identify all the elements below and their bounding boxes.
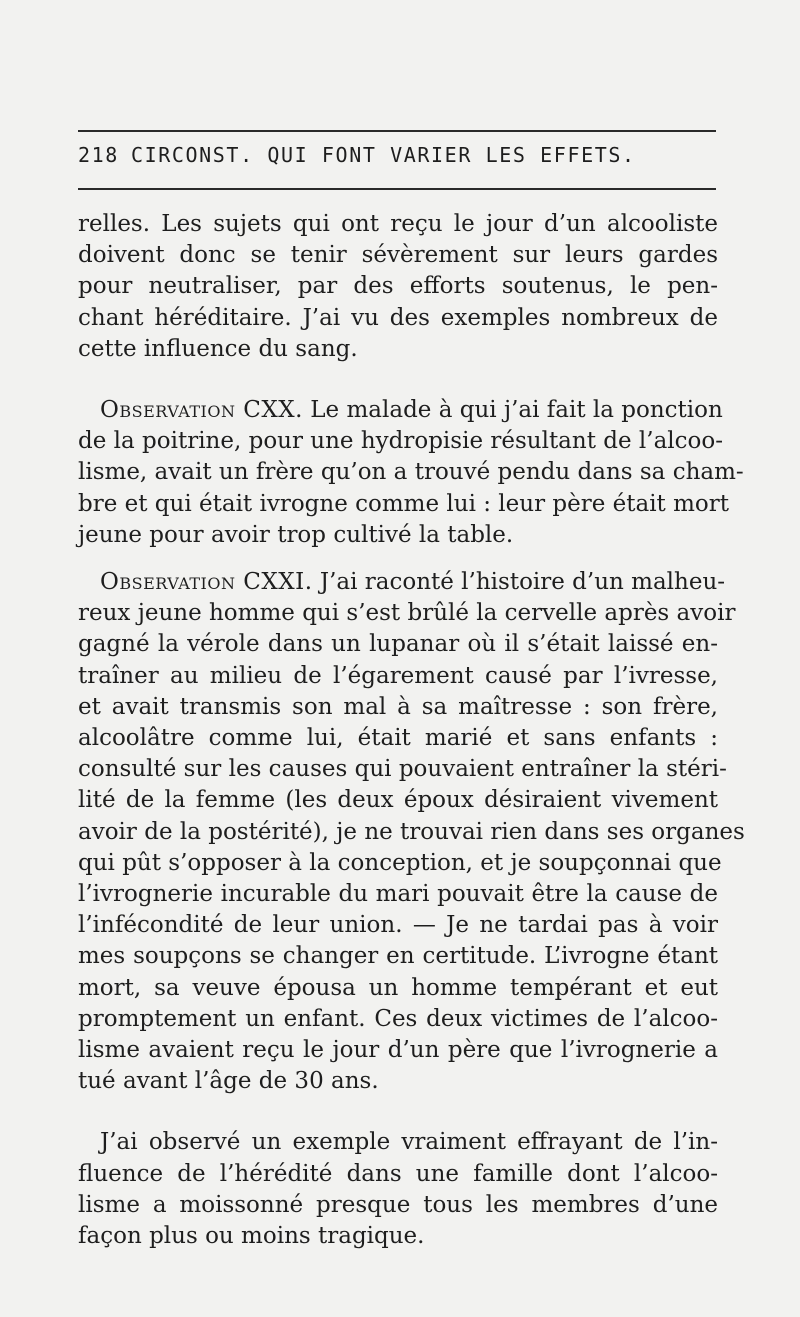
observation-paragraph — [78, 567, 745, 1097]
running-header — [78, 143, 716, 167]
text-line: bre et qui était ivrogne comme lui : leur père était mort — [78, 490, 730, 517]
body-text — [78, 209, 745, 1252]
text-line: doivent donc se tenir sévèrement sur leurs gardes — [78, 242, 718, 269]
text-line: et avait transmis son mal à sa maîtresse : son frère, — [78, 693, 718, 720]
text-line: gagné la vérole dans un lupanar où il s’était laissé en- — [78, 631, 718, 658]
text-line: lisme, avait un frère qu’on a trouvé pendu dans sa cham- — [78, 459, 744, 486]
text-line: avoir de la postérité), je ne trouvai rien dans ses organes — [78, 818, 745, 845]
text-line: jeune pour avoir trop cultivé la table. — [78, 521, 514, 548]
text-line: promptement un enfant. Ces deux victimes de l’alcoo- — [78, 1005, 718, 1032]
text-line: cette influence du sang. — [78, 335, 358, 362]
text-line: alcoolâtre comme lui, était marié et sans enfants : — [78, 725, 718, 752]
observation-label: Observation CXX. — [100, 397, 303, 424]
text-line: de la poitrine, pour une hydropisie résultant de l’alcoo- — [78, 428, 723, 455]
text-line: lisme avaient reçu le jour d’un père que l’ivrognerie a — [78, 1037, 718, 1064]
text-line: traîner au milieu de l’égarement causé par l’ivresse, — [78, 662, 718, 689]
paragraph — [78, 1127, 718, 1252]
text-line: lité de la femme (les deux époux désiraient vivement — [78, 787, 718, 814]
text-line: chant héréditaire. J’ai vu des exemples nombreux de — [78, 304, 718, 331]
text-line: mes soupçons se changer en certitude. L’ivrogne étant — [78, 943, 718, 970]
text-line: façon plus ou moins tragique. — [78, 1223, 425, 1250]
text-line: lisme a moissonné presque tous les membres d’une — [78, 1191, 718, 1218]
text-line: J’ai observé un exemple vraiment effrayant de l’in- — [100, 1129, 718, 1156]
text-line: reux jeune homme qui s’est brûlé la cervelle après avoir — [78, 600, 736, 627]
header-top-rule — [78, 130, 716, 132]
text-line: l’ivrognerie incurable du mari pouvait être la cause de — [78, 881, 718, 908]
text-line: consulté sur les causes qui pouvaient entraîner la stéri- — [78, 756, 727, 783]
text-line: Observation CXX. Le malade à qui j’ai fait la ponction — [100, 397, 723, 424]
text-line: Observation CXXI. J’ai raconté l’histoire d’un malheu- — [100, 569, 726, 596]
text-line: pour neutraliser, par des efforts soutenus, le pen- — [78, 273, 718, 300]
text-line: mort, sa veuve épousa un homme tempérant et eut — [78, 974, 718, 1001]
observation-paragraph — [78, 395, 744, 551]
text-line: relles. Les sujets qui ont reçu le jour d’un alcooliste — [78, 211, 718, 237]
page-number: 218 — [78, 143, 119, 167]
header-bottom-rule — [78, 188, 716, 190]
observation-label: Observation CXXI. — [100, 569, 313, 596]
text-line: fluence de l’hérédité dans une famille dont l’alcoo- — [78, 1160, 718, 1187]
text-line: l’infécondité de leur union. — Je ne tardai pas à voir — [78, 912, 718, 939]
paragraph — [78, 209, 718, 365]
text-line: qui pût s’opposer à la conception, et je soupçonnai que — [78, 849, 722, 876]
text-line: tué avant l’âge de 30 ans. — [78, 1068, 379, 1095]
running-title: CIRCONST. QUI FONT VARIER LES EFFETS. — [130, 143, 636, 167]
